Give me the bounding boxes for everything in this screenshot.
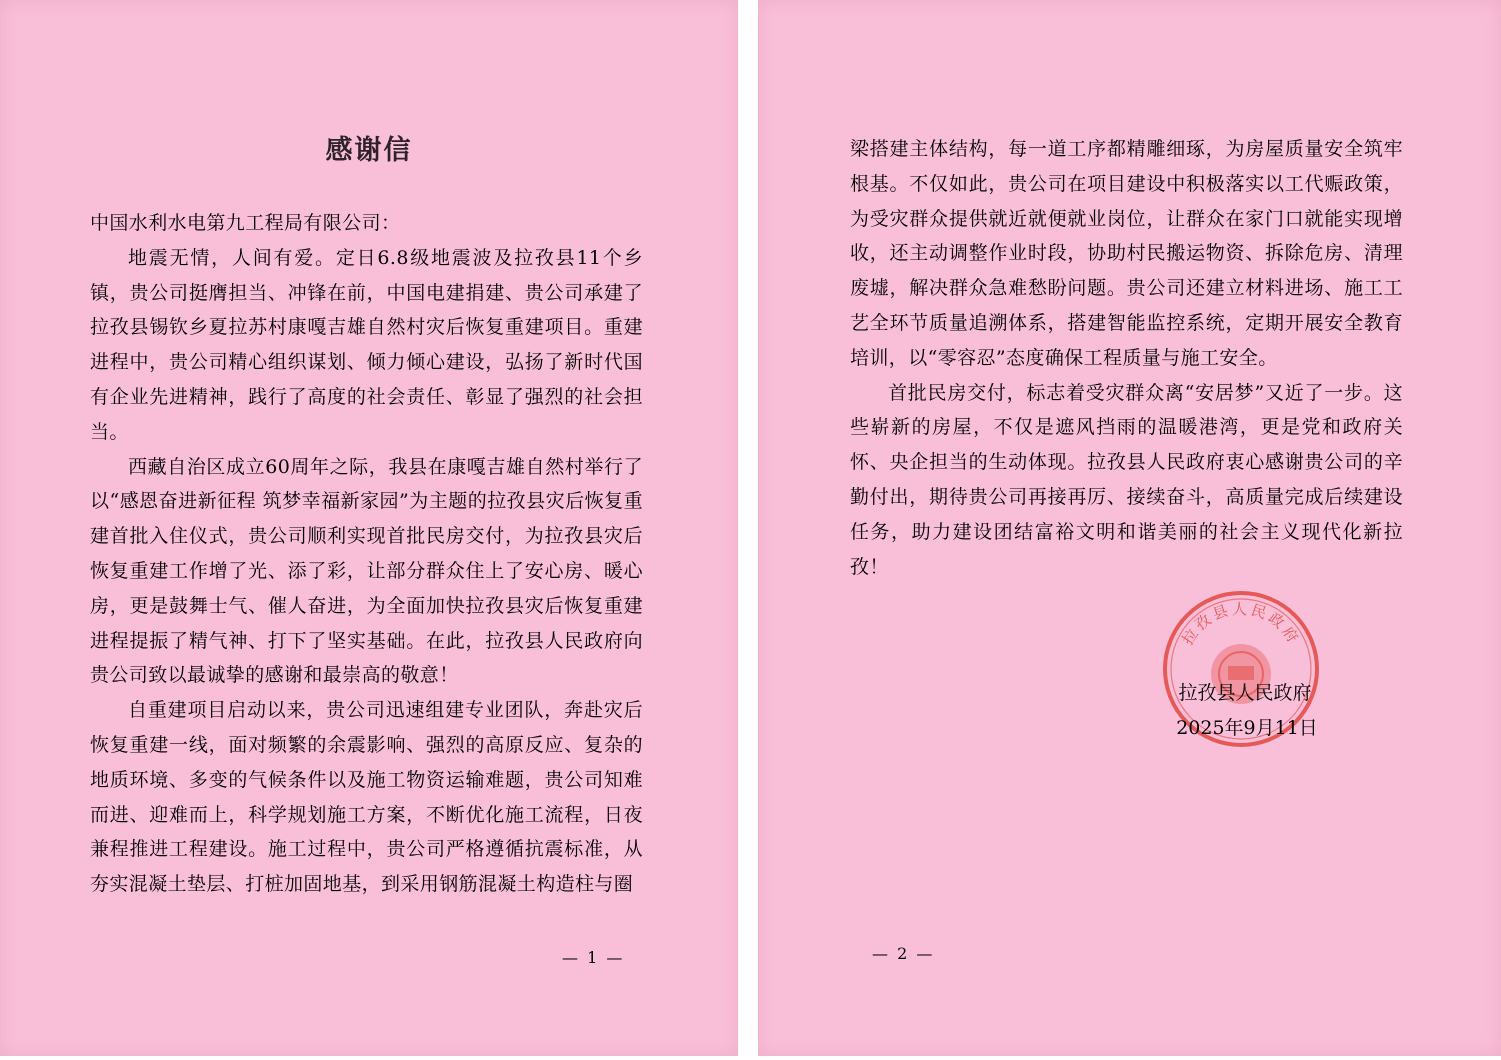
letter-body-page-2: [850, 132, 1403, 584]
signature-date: 2025年9月11日: [1176, 717, 1318, 739]
signature-organization: 拉孜县人民政府: [1178, 682, 1312, 704]
salutation: 中国水利水电第九工程局有限公司：: [90, 212, 401, 234]
paragraph: 梁搭建主体结构，每一道工序都精雕细琢，为房屋质量安全筑牢根基。不仅如此，贵公司在项目建设中积极落实以工代赈政策，为受灾群众提供就近就便就业岗位，让群众在家门口就能实现增收，还主动调整作业时段，协助村民搬运物资、拆除危房、清理废墟，解决群众急难愁盼问题。贵公司还建立材料进场、施工工艺全环节质量追溯体系，搭建智能监控系统，定期开展安全教育培训，以“零容忍”态度确保工程质量与施工安全。: [850, 138, 1403, 369]
paragraph: 自重建项目启动以来，贵公司迅速组建专业团队，奔赴灾后恢复重建一线，面对频繁的余震影响、强烈的高原反应、复杂的地质环境、多变的气候条件以及施工物资运输难题，贵公司知难而进、迎难而上，科学规划施工方案，不断优化施工流程，日夜兼程推进工程建设。施工过程中，贵公司严格遵循抗震标准，从夯实混凝土垫层、打桩加固地基，到采用钢筋混凝土构造柱与圈: [90, 699, 643, 896]
letter-body-page-1: [90, 206, 643, 902]
paragraph: 地震无情，人间有爱。定日6.8级地震波及拉孜县11个乡镇，贵公司挺膺担当、冲锋在前，中国电建捐建、贵公司承建了拉孜县锡钦乡夏拉苏村康嘎吉雄自然村灾后恢复重建项目。重建进程中，贵公司精心组织谋划、倾力倾心建设，弘扬了新时代国有企业先进精神，践行了高度的社会责任、彰显了强烈的社会担当。: [90, 246, 643, 443]
paragraph: 首批民房交付，标志着受灾群众离“安居梦”又近了一步。这些崭新的房屋，不仅是遮风挡雨的温暖港湾，更是党和政府关怀、央企担当的生动体现。拉孜县人民政府衷心感谢贵公司的辛勤付出，期待贵公司再接再厉、接续奋斗，高质量完成后续建设任务，助力建设团结富裕文明和谐美丽的社会主义现代化新拉孜！: [850, 381, 1403, 578]
page-number-2: — 2 —: [872, 944, 935, 963]
seal-text: 拉孜县人民政府: [1178, 600, 1304, 649]
letter-title: 感谢信: [325, 135, 413, 166]
page-number-1: — 1 —: [562, 948, 625, 967]
paragraph: 西藏自治区成立60周年之际，我县在康嘎吉雄自然村举行了以“感恩奋进新征程 筑梦幸福新家园”为主题的拉孜县灾后恢复重建首批入住仪式，贵公司顺利实现首批民房交付，为拉孜县灾后恢复重建工作增了光、添了彩，让部分群众住上了安心房、暖心房，更是鼓舞士气、催人奋进，为全面加快拉孜县灾后恢复重建进程提振了精气神、打下了坚实基础。在此，拉孜县人民政府向贵公司致以最诚挚的感谢和最崇高的敬意！: [90, 455, 643, 687]
